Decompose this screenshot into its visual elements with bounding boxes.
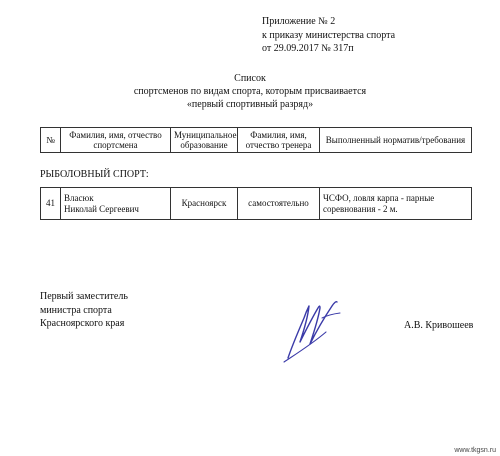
header-coach-name: Фамилия, имя, отчество тренера <box>238 128 320 153</box>
header-row <box>41 128 472 153</box>
appendix-line-1: Приложение № 2 <box>262 16 336 27</box>
sport-section-label: РЫБОЛОВНЫЙ СПОРТ: <box>40 169 149 180</box>
title-line-3: «первый спортивный разряд» <box>186 99 314 110</box>
title-line-1: Список <box>234 73 266 84</box>
row-athlete-name <box>61 188 171 220</box>
appendix-block <box>262 15 395 56</box>
athletes-table-header <box>40 127 472 153</box>
athletes-table-body <box>40 187 472 220</box>
athlete-surname: Власюк <box>64 193 94 203</box>
row-number: 41 <box>41 188 61 220</box>
header-norm: Выполненный норматив/требования <box>320 128 472 153</box>
signer-line-2: министра спорта <box>40 304 112 316</box>
row-norm <box>320 188 472 220</box>
signer-title <box>40 290 128 331</box>
handwritten-signature <box>282 296 344 364</box>
norm-line-2: соревнования - 2 м. <box>323 203 398 214</box>
appendix-line-2: к приказу министерства спорта <box>262 29 396 41</box>
norm-line-1: ЧСФО, ловля карпа - парные <box>323 193 435 203</box>
signer-line-3: Красноярского края <box>40 318 125 329</box>
header-athlete-name: Фамилия, имя, отчество спортсмена <box>61 128 171 153</box>
table-row <box>41 188 472 220</box>
signer-name: А.В. Кривошеев <box>404 320 474 331</box>
document-title <box>0 72 500 111</box>
row-municipality: Красноярск <box>171 188 238 220</box>
header-municipality: Муниципальное образование <box>171 128 238 153</box>
header-number: № <box>41 128 61 153</box>
signer-line-1: Первый заместитель <box>40 291 128 302</box>
row-coach: самостоятельно <box>238 188 320 220</box>
appendix-line-3: от 29.09.2017 № 317п <box>262 43 354 54</box>
watermark: www.tkgsn.ru <box>454 447 496 454</box>
title-line-2: спортсменов по видам спорта, которым присваивается <box>133 86 367 97</box>
athlete-given-names: Николай Сергеевич <box>64 203 139 214</box>
